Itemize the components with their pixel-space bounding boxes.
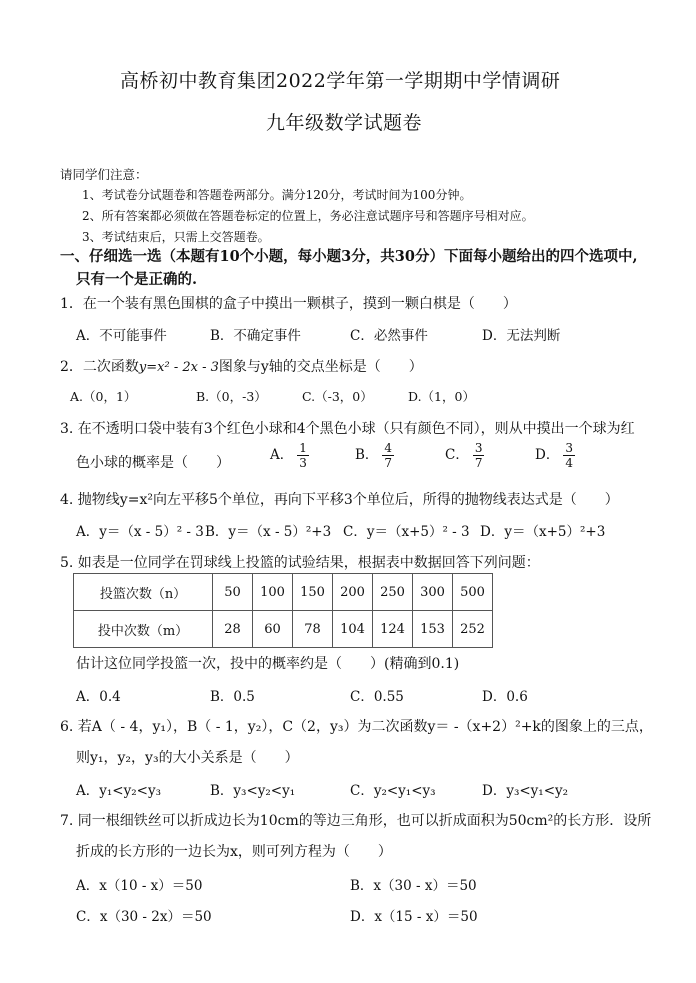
- question-3-stem-cont: 色小球的概率是（ ）: [76, 455, 230, 471]
- question-6-option-d: D．y₃<y₁<y₂: [482, 783, 569, 799]
- table-cell: 300: [413, 574, 453, 611]
- question-6-stem-cont: 则y₁，y₂，y₃的大小关系是（ ）: [76, 750, 299, 766]
- section-heading-cont: 只有一个是正确的.: [76, 271, 198, 288]
- question-5-followup: 估计这位同学投篮一次，投中的概率约是（ ）(精确到0.1): [76, 656, 460, 672]
- table-row: [74, 611, 493, 648]
- page-subtitle: 九年级数学试题卷: [266, 112, 423, 134]
- question-1-option-c: C．必然事件: [350, 328, 428, 344]
- question-1-option-d: D．无法判断: [482, 328, 561, 344]
- question-6-option-c: C．y₂<y₁<y₃: [350, 783, 436, 799]
- question-4-option-a: A．y＝（x - 5）² - 3: [76, 524, 204, 540]
- question-4-option-c: C．y＝（x+5）² - 3: [343, 524, 470, 540]
- table-cell: 50: [213, 574, 253, 611]
- question-2-stem-post: 图象与y轴的交点坐标是（ ）: [218, 359, 423, 375]
- question-4-option-b: B．y＝（x - 5）²+3: [205, 524, 332, 540]
- question-7-stem-cont: 折成的长方形的一边长为x，则可列方程为（ ）: [76, 844, 392, 860]
- notice-item: 3、考试结束后，只需上交答题卷。: [82, 230, 270, 244]
- question-5-option-d: D．0.6: [482, 689, 528, 705]
- table-cell: 150: [293, 574, 333, 611]
- question-3-stem: 3. 在不透明口袋中装有3个红色小球和4个黑色小球（只有颜色不同），则从中摸出一个球为红: [60, 421, 635, 437]
- fraction: $\frac{3}{4}$: [565, 441, 573, 470]
- page-title: 高桥初中教育集团2022学年第一学期期中学情调研: [120, 70, 561, 92]
- fraction: $\frac{3}{7}$: [474, 441, 483, 470]
- table-cell: 500: [453, 574, 493, 611]
- question-2-option-b: B.（0，-3）: [196, 389, 267, 404]
- question-3-option-a: A． $\frac{1}{3}$: [270, 441, 307, 470]
- table-cell: 250: [373, 574, 413, 611]
- table-cell: 153: [413, 611, 453, 648]
- question-4-option-d: D．y＝（x+5）²+3: [480, 524, 606, 540]
- table-row: [74, 574, 493, 611]
- table-cell: 100: [253, 574, 293, 611]
- question-2-option-c: C.（-3，0）: [302, 389, 373, 404]
- question-4-stem: 4. 抛物线y=x²向左平移5个单位，再向下平移3个单位后，所得的抛物线表达式是（ ）: [60, 492, 619, 508]
- question-5-option-c: C．0.55: [350, 689, 404, 705]
- table-cell: 104: [333, 611, 373, 648]
- notice-item: 2、所有答案都必须做在答题卷标定的位置上，务必注意试题序号和答题序号相对应。: [82, 209, 534, 223]
- question-1-stem: 1．在一个装有黑色围棋的盒子中摸出一颗棋子，摸到一颗白棋是（ ）: [60, 296, 517, 312]
- question-6-option-a: A．y₁<y₂<y₃: [76, 783, 161, 799]
- table-cell: 60: [253, 611, 293, 648]
- question-7-option-a: A．x（10 - x）＝50: [76, 878, 203, 894]
- question-7-stem: 7. 同一根细铁丝可以折成边长为10cm的等边三角形，也可以折成面积为50cm²的长方形．设所: [60, 813, 652, 829]
- notice-item: 1、考试卷分试题卷和答题卷两部分。满分120分，考试时间为100分钟。: [82, 188, 472, 202]
- data-table: [73, 573, 493, 648]
- table-row-header: 投中次数（m）: [74, 611, 213, 648]
- table-cell: 200: [333, 574, 373, 611]
- question-6-option-b: B．y₃<y₂<y₁: [210, 783, 296, 799]
- section-heading: 一、仔细选一选（本题有10个小题，每小题3分，共30分）下面每小题给出的四个选项中,: [60, 248, 638, 265]
- question-3-option-c: C． $\frac{3}{7}$: [445, 441, 483, 470]
- question-1-option-b: B．不确定事件: [210, 328, 301, 344]
- question-2-stem-pre: 2．二次函数: [60, 359, 139, 375]
- question-2-option-a: A.（0，1）: [70, 389, 137, 404]
- table-cell: 78: [293, 611, 333, 648]
- fraction: $\frac{4}{7}$: [384, 441, 393, 470]
- fraction: $\frac{1}{3}$: [299, 441, 307, 470]
- question-2-function: y=x² - 2x - 3: [138, 360, 219, 375]
- table-cell: 252: [453, 611, 493, 648]
- question-5-option-a: A．0.4: [76, 689, 121, 705]
- table-cell: 124: [373, 611, 413, 648]
- question-1-option-a: A．不可能事件: [76, 328, 167, 344]
- question-5-stem: 5. 如表是一位同学在罚球线上投篮的试验结果，根据表中数据回答下列问题：: [60, 555, 540, 571]
- question-7-option-d: D．x（15 - x）＝50: [350, 909, 478, 925]
- question-3-option-b: B． $\frac{4}{7}$: [355, 441, 393, 470]
- question-6-stem: 6. 若A（ - 4，y₁），B（ - 1，y₂），C（2，y₃）为二次函数y＝ -（x+2）²+k的图象上的三点，: [60, 719, 653, 735]
- question-7-option-c: C．x（30 - 2x）＝50: [76, 909, 212, 925]
- table-cell: 28: [213, 611, 253, 648]
- notice-heading: 请同学们注意：: [60, 167, 148, 182]
- question-2-stem: [60, 356, 423, 376]
- question-2-option-d: D.（1，0）: [408, 389, 475, 404]
- question-5-option-b: B．0.5: [210, 689, 255, 705]
- table-row-header: 投篮次数（n）: [74, 574, 213, 611]
- question-3-option-d: D． $\frac{3}{4}$: [535, 441, 573, 470]
- question-7-option-b: B．x（30 - x）＝50: [350, 878, 477, 894]
